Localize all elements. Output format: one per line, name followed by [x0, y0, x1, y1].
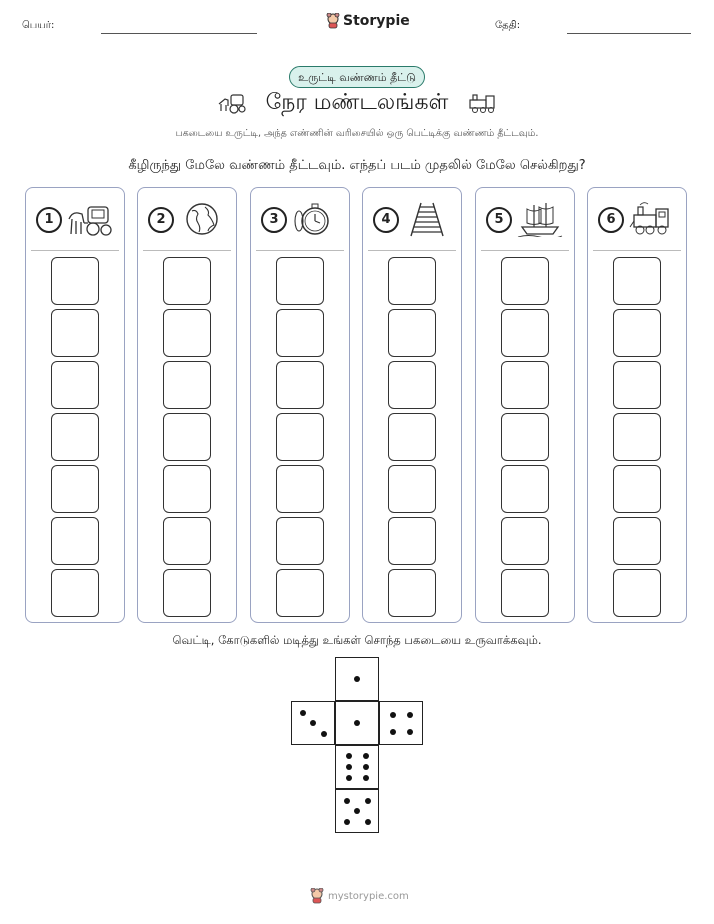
die-face [335, 745, 379, 789]
date-line[interactable] [567, 33, 691, 34]
color-box[interactable] [51, 517, 99, 565]
die-pip [346, 775, 352, 781]
color-box[interactable] [388, 569, 436, 617]
die-pip [407, 729, 413, 735]
column-number: 6 [598, 207, 624, 233]
brand-name: Storypie [343, 13, 410, 29]
footer [310, 888, 409, 904]
color-box[interactable] [276, 465, 324, 513]
color-box[interactable] [388, 465, 436, 513]
die-pip [407, 712, 413, 718]
color-box[interactable] [501, 517, 549, 565]
die-pip [363, 753, 369, 759]
storypie-mascot-icon [326, 13, 340, 29]
sailing-ship-icon [516, 201, 564, 237]
column-number: 1 [36, 207, 62, 233]
color-box[interactable] [163, 361, 211, 409]
track-column-5 [475, 187, 575, 623]
brand-logo [326, 13, 410, 29]
column-divider [481, 250, 569, 251]
color-box[interactable] [163, 413, 211, 461]
column-number: 4 [373, 207, 399, 233]
track-column-1 [25, 187, 125, 623]
color-box[interactable] [501, 465, 549, 513]
color-box[interactable] [388, 413, 436, 461]
color-box[interactable] [501, 257, 549, 305]
die-pip [344, 819, 350, 825]
pocket-watch-icon [291, 201, 339, 237]
color-box[interactable] [613, 361, 661, 409]
column-divider [593, 250, 681, 251]
color-box[interactable] [51, 257, 99, 305]
color-box[interactable] [51, 309, 99, 357]
color-box[interactable] [388, 257, 436, 305]
date-label: தேதி: [495, 20, 521, 31]
die-pip [390, 712, 396, 718]
color-box[interactable] [163, 569, 211, 617]
color-box[interactable] [276, 569, 324, 617]
color-box[interactable] [163, 257, 211, 305]
column-number: 5 [486, 207, 512, 233]
color-box[interactable] [276, 361, 324, 409]
title-text: நேர மண்டலங்கள் [265, 90, 449, 115]
instructions: பகடையை உருட்டி, அந்த எண்ணின் வரிசையில் ஒரு பெட்டிக்கு வண்ணம் தீட்டவும். [175, 128, 539, 139]
color-box[interactable] [613, 465, 661, 513]
color-box[interactable] [613, 517, 661, 565]
die-pip [365, 798, 371, 804]
color-box[interactable] [163, 465, 211, 513]
die-pip [363, 764, 369, 770]
die-face [335, 657, 379, 701]
die-pip [344, 798, 350, 804]
color-box[interactable] [501, 413, 549, 461]
track-column-2 [137, 187, 237, 623]
color-box[interactable] [388, 309, 436, 357]
die-pip [346, 764, 352, 770]
steam-train-icon [628, 201, 676, 237]
die-face [335, 789, 379, 833]
color-box[interactable] [276, 309, 324, 357]
die-face [291, 701, 335, 745]
column-number: 2 [148, 207, 174, 233]
color-box[interactable] [51, 465, 99, 513]
die-face [379, 701, 423, 745]
color-box[interactable] [276, 257, 324, 305]
steam-train-icon [467, 92, 497, 114]
name-label: பெயர்: [22, 20, 55, 31]
color-box[interactable] [613, 413, 661, 461]
die-pip [363, 775, 369, 781]
color-box[interactable] [163, 517, 211, 565]
globe-icon [178, 201, 226, 237]
track-column-3 [250, 187, 350, 623]
column-divider [31, 250, 119, 251]
color-box[interactable] [388, 517, 436, 565]
die-pip [321, 731, 327, 737]
track-column-6 [587, 187, 687, 623]
die-pip [390, 729, 396, 735]
color-box[interactable] [388, 361, 436, 409]
color-box[interactable] [51, 361, 99, 409]
track-column-4 [362, 187, 462, 623]
die-face [335, 701, 379, 745]
color-box[interactable] [613, 569, 661, 617]
color-box[interactable] [276, 413, 324, 461]
question: கீழிருந்து மேலே வண்ணம் தீட்டவும். எந்தப் படம் முதலில் மேலே செல்கிறது? [128, 158, 586, 173]
activity-badge: உருட்டி வண்ணம் தீட்டு [289, 66, 425, 88]
die-pip [354, 720, 360, 726]
color-box[interactable] [51, 569, 99, 617]
page-title [0, 90, 714, 118]
footer-url[interactable]: mystorypie.com [328, 890, 409, 902]
die-pip [300, 710, 306, 716]
die-pip [310, 720, 316, 726]
storypie-mascot-icon [310, 888, 324, 904]
die-pip [354, 676, 360, 682]
die-pip [365, 819, 371, 825]
color-box[interactable] [613, 309, 661, 357]
color-box[interactable] [613, 257, 661, 305]
color-box[interactable] [276, 517, 324, 565]
color-box[interactable] [501, 361, 549, 409]
color-box[interactable] [163, 309, 211, 357]
color-box[interactable] [51, 413, 99, 461]
column-divider [143, 250, 231, 251]
cut-instruction: வெட்டி, கோடுகளில் மடித்து உங்கள் சொந்த பகடையை உருவாக்கவும். [172, 633, 542, 647]
column-divider [256, 250, 344, 251]
column-number: 3 [261, 207, 287, 233]
name-line[interactable] [101, 33, 257, 34]
horse-carriage-icon [217, 92, 247, 114]
die-pip [346, 753, 352, 759]
color-box[interactable] [501, 309, 549, 357]
column-divider [368, 250, 456, 251]
die-pip [354, 808, 360, 814]
horse-carriage-icon [66, 201, 114, 237]
railway-track-icon [403, 201, 451, 237]
color-box[interactable] [501, 569, 549, 617]
